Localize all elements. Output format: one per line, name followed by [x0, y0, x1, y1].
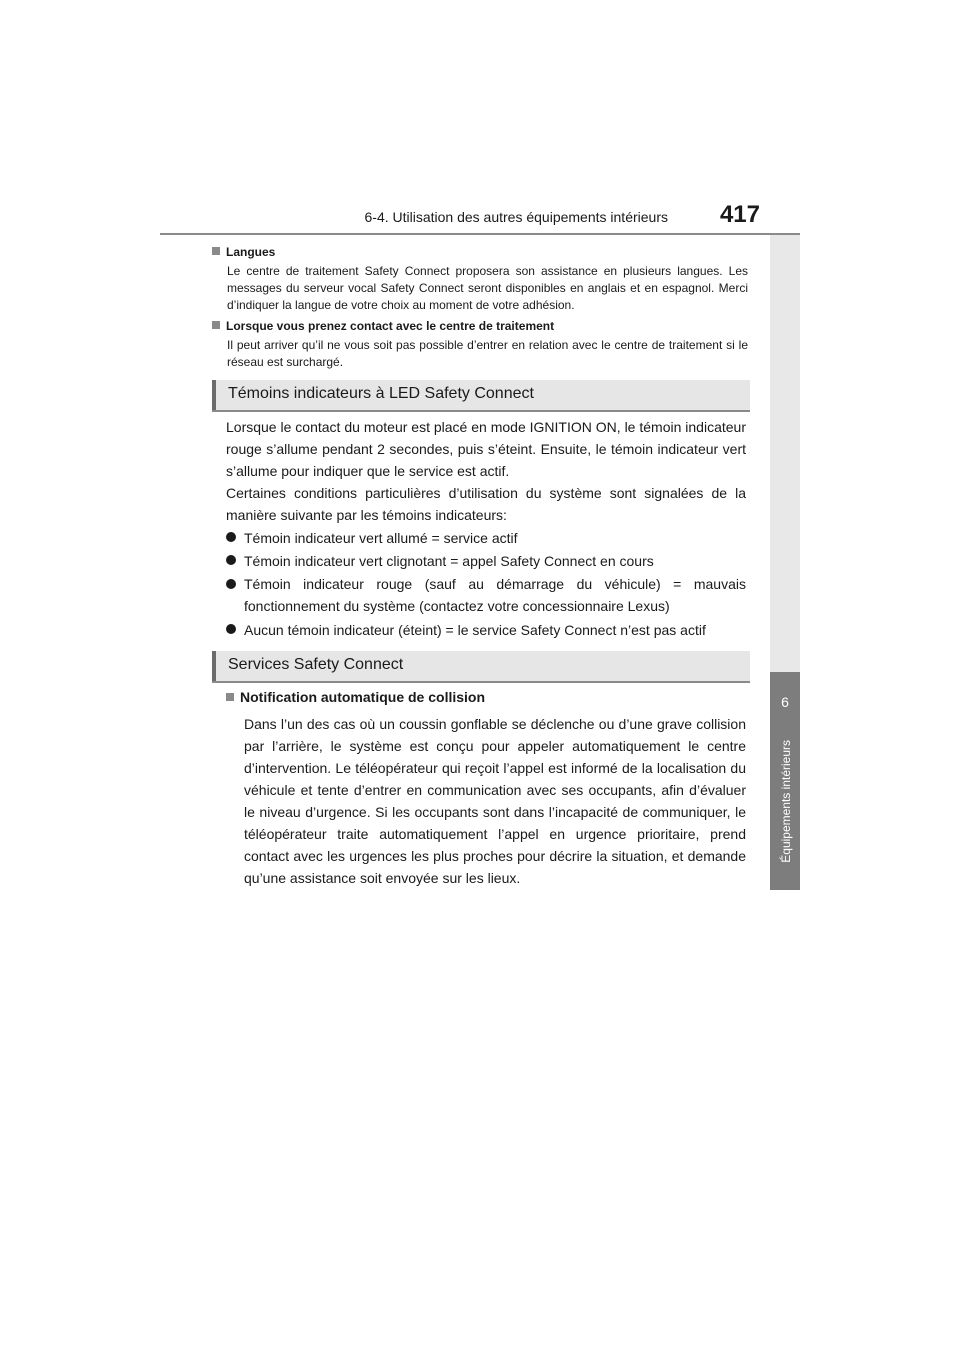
- chapter-label: Équipements intérieurs: [779, 740, 793, 863]
- chapter-side-tab: [770, 672, 800, 890]
- list-item: Témoin indicateur rouge (sauf au démarrage du véhicule) = mauvais fonctionnement du système (contactez votre concessionnaire Lexus): [226, 573, 746, 617]
- list-item: Témoin indicateur vert allumé = service actif: [226, 527, 746, 549]
- paragraph: Dans l’un des cas où un coussin gonflable se déclenche ou d’une grave collision par l’arrière, le système est conçu pour appeler automatiquement le centre d’intervention. Le téléopérateur qui reçoit l’appel est informé de la localisation du véhicule et tente d’entrer en communication avec ses occupants, afin d’évaluer le niveau d’urgence. Si les occupants sont dans l’incapacité de communiquer, le téléopérateur traite automatiquement l’appel en urgence prioritaire, prend contact avec les urgences les plus proches pour décrire la situation, et demande qu’une assistance soit envoyée sur les lieux.: [244, 716, 746, 886]
- square-bullet-icon: [212, 321, 220, 329]
- note-title: Langues: [226, 245, 276, 259]
- bullet-icon: [226, 579, 236, 589]
- page-header: [160, 201, 800, 235]
- section-title: Témoins indicateurs à LED Safety Connect: [228, 385, 534, 402]
- list-item: Aucun témoin indicateur (éteint) = le service Safety Connect n’est pas actif: [226, 619, 746, 641]
- note-contact: [212, 318, 748, 371]
- header-rule: [160, 233, 800, 235]
- page-number: 417: [719, 201, 760, 228]
- note-body: Le centre de traitement Safety Connect proposera son assistance en plusieurs langues. Les messages du serveur vocal Safety Connect seront disponibles en anglais et en espagnol. Merci d’indiquer la langue de votre choix au moment de votre adhésion.: [227, 264, 748, 312]
- section-heading-services: [212, 651, 750, 681]
- chapter-number: 6: [781, 694, 789, 710]
- square-bullet-icon: [226, 693, 234, 701]
- note-body: Il peut arriver qu’il ne vous soit pas possible d’entrer en relation avec le centre de traitement si le réseau est surchargé.: [227, 338, 748, 369]
- chapter-title: 6-4. Utilisation des autres équipements intérieurs: [364, 209, 668, 225]
- subsection-title: Notification automatique de collision: [226, 689, 485, 705]
- list-item: Témoin indicateur vert clignotant = appel Safety Connect en cours: [226, 550, 746, 572]
- note-title: Lorsque vous prenez contact avec le centre de traitement: [226, 319, 555, 333]
- note-langues: [212, 244, 748, 314]
- square-bullet-icon: [212, 247, 220, 255]
- paragraph: Lorsque le contact du moteur est placé en mode IGNITION ON, le témoin indicateur rouge s’allume pendant 2 secondes, puis s’éteint. Ensuite, le témoin indicateur vert s’allume pour indiquer que le service est actif.: [226, 419, 746, 479]
- bullet-icon: [226, 555, 236, 565]
- section-heading-led: [212, 380, 750, 410]
- paragraph: Certaines conditions particulières d’utilisation du système sont signalées de la manière suivante par les témoins indicateurs:: [226, 485, 746, 523]
- bullet-icon: [226, 532, 236, 542]
- bullet-icon: [226, 624, 236, 634]
- side-tab-track: [770, 235, 800, 672]
- section-title: Services Safety Connect: [228, 656, 404, 673]
